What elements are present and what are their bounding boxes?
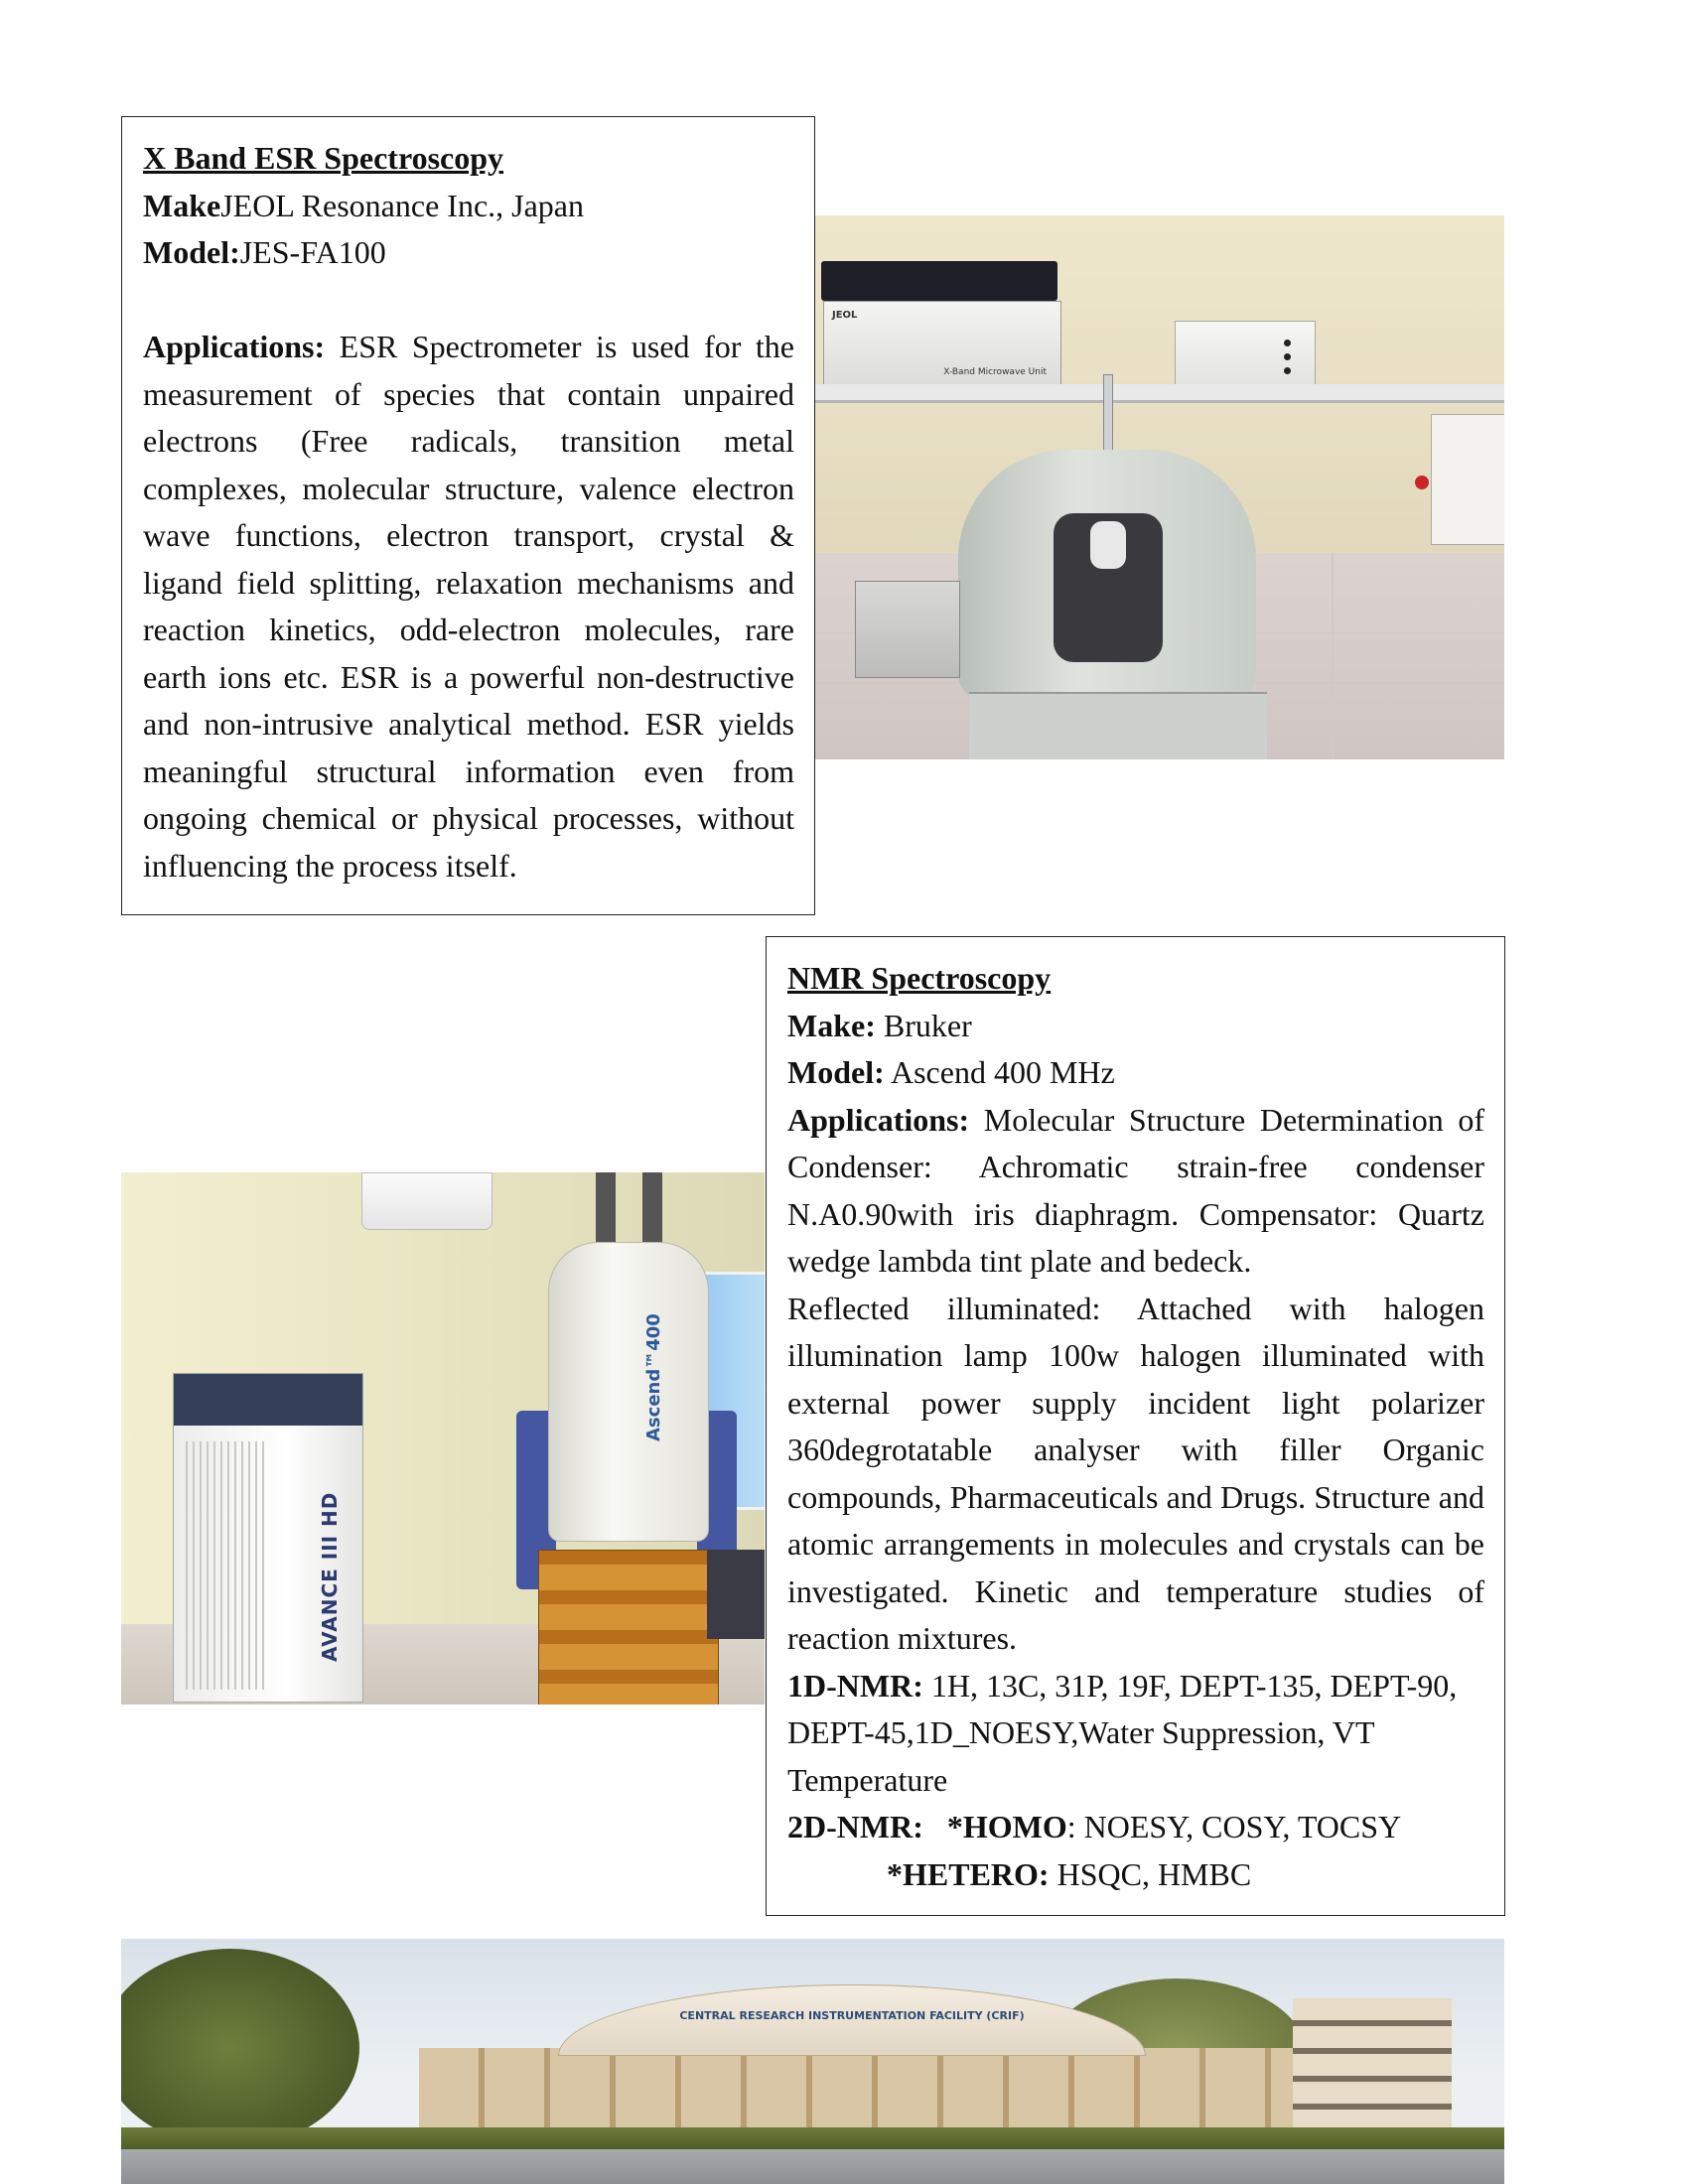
esr-spectrometer-photo — [815, 215, 1504, 759]
building-sign: CENTRAL RESEARCH INSTRUMENTATION FACILITY (CRIF) — [679, 2009, 1025, 2022]
nmr-title: NMR Spectroscopy — [787, 960, 1052, 996]
microwave-unit-label: X-Band Microwave Unit — [943, 367, 1047, 377]
esr-applications-text: ESR Spectrometer is used for the measurement of species that contain unpaired electrons (Free radicals, transition metal complexes, molecular structure, valence electron wave functions, electron transport, crystal & ligand field splitting, relaxation mechanisms and reaction kinetics, odd-electron molecules, rare earth ions etc. ESR is a powerful non-destructive and non-intrusive analytical method. ESR yields meaningful structural information even from ongoing chemical or physical processes, without influencing the process itself. — [143, 329, 794, 884]
nmr-1d-label: 1D-NMR: — [787, 1667, 923, 1704]
esr-section — [121, 116, 815, 915]
avance-label: AVANCE III HD — [318, 1491, 342, 1662]
esr-model-label: Model: — [143, 234, 240, 270]
crif-building-photo — [121, 1939, 1504, 2184]
nmr-applications-label: Applications: — [787, 1101, 970, 1138]
nmr-reflected-text: Reflected illuminated: Attached with halogen illumination lamp 100w halogen illuminated with external power supply incident light polarizer 360degrotatable analyser with filler Organic compounds, Pharmaceuticals and Drugs. Structure and atomic arrangements in molecules and crystals can be investigated. Kinetic and temperature studies of reaction mixtures. — [787, 1290, 1484, 1656]
nmr-hetero-label: *HETERO: — [887, 1855, 1050, 1892]
nmr-homo-label: *HOMO — [946, 1809, 1067, 1844]
esr-applications-label: Applications: — [143, 329, 326, 364]
esr-model-value: JES-FA100 — [239, 234, 386, 270]
nmr-homo-text: : NOESY, COSY, TOCSY — [1066, 1809, 1402, 1844]
ascend-label: Ascend™400 — [643, 1313, 664, 1441]
esr-title: X Band ESR Spectroscopy — [143, 140, 504, 176]
nmr-make-label: Make: — [787, 1007, 876, 1043]
nmr-applications-text: Molecular Structure Determination of Condenser: Achromatic strain-free condenser N.A0.90with iris diaphragm. Compensator: Quartz wedge lambda tint plate and bedeck. — [787, 1101, 1484, 1279]
jeol-logo: JEOL — [832, 310, 858, 321]
nmr-1d-text: 1H, 13C, 31P, 19F, DEPT-135, DEPT-90, DEPT-45,1D_NOESY,Water Suppression, VT Temperature — [787, 1667, 1458, 1798]
nmr-2d-label: 2D-NMR: — [787, 1809, 923, 1844]
nmr-section — [766, 936, 1505, 1916]
nmr-spectrometer-photo — [121, 1172, 765, 1705]
nmr-make-value: Bruker — [875, 1007, 972, 1043]
esr-make-value: JEOL Resonance Inc., Japan — [220, 187, 584, 223]
nmr-model-value: Ascend 400 MHz — [884, 1054, 1115, 1090]
nmr-model-label: Model: — [787, 1054, 885, 1090]
nmr-hetero-text: HSQC, HMBC — [1049, 1855, 1252, 1892]
esr-make-label: Make — [143, 187, 221, 223]
